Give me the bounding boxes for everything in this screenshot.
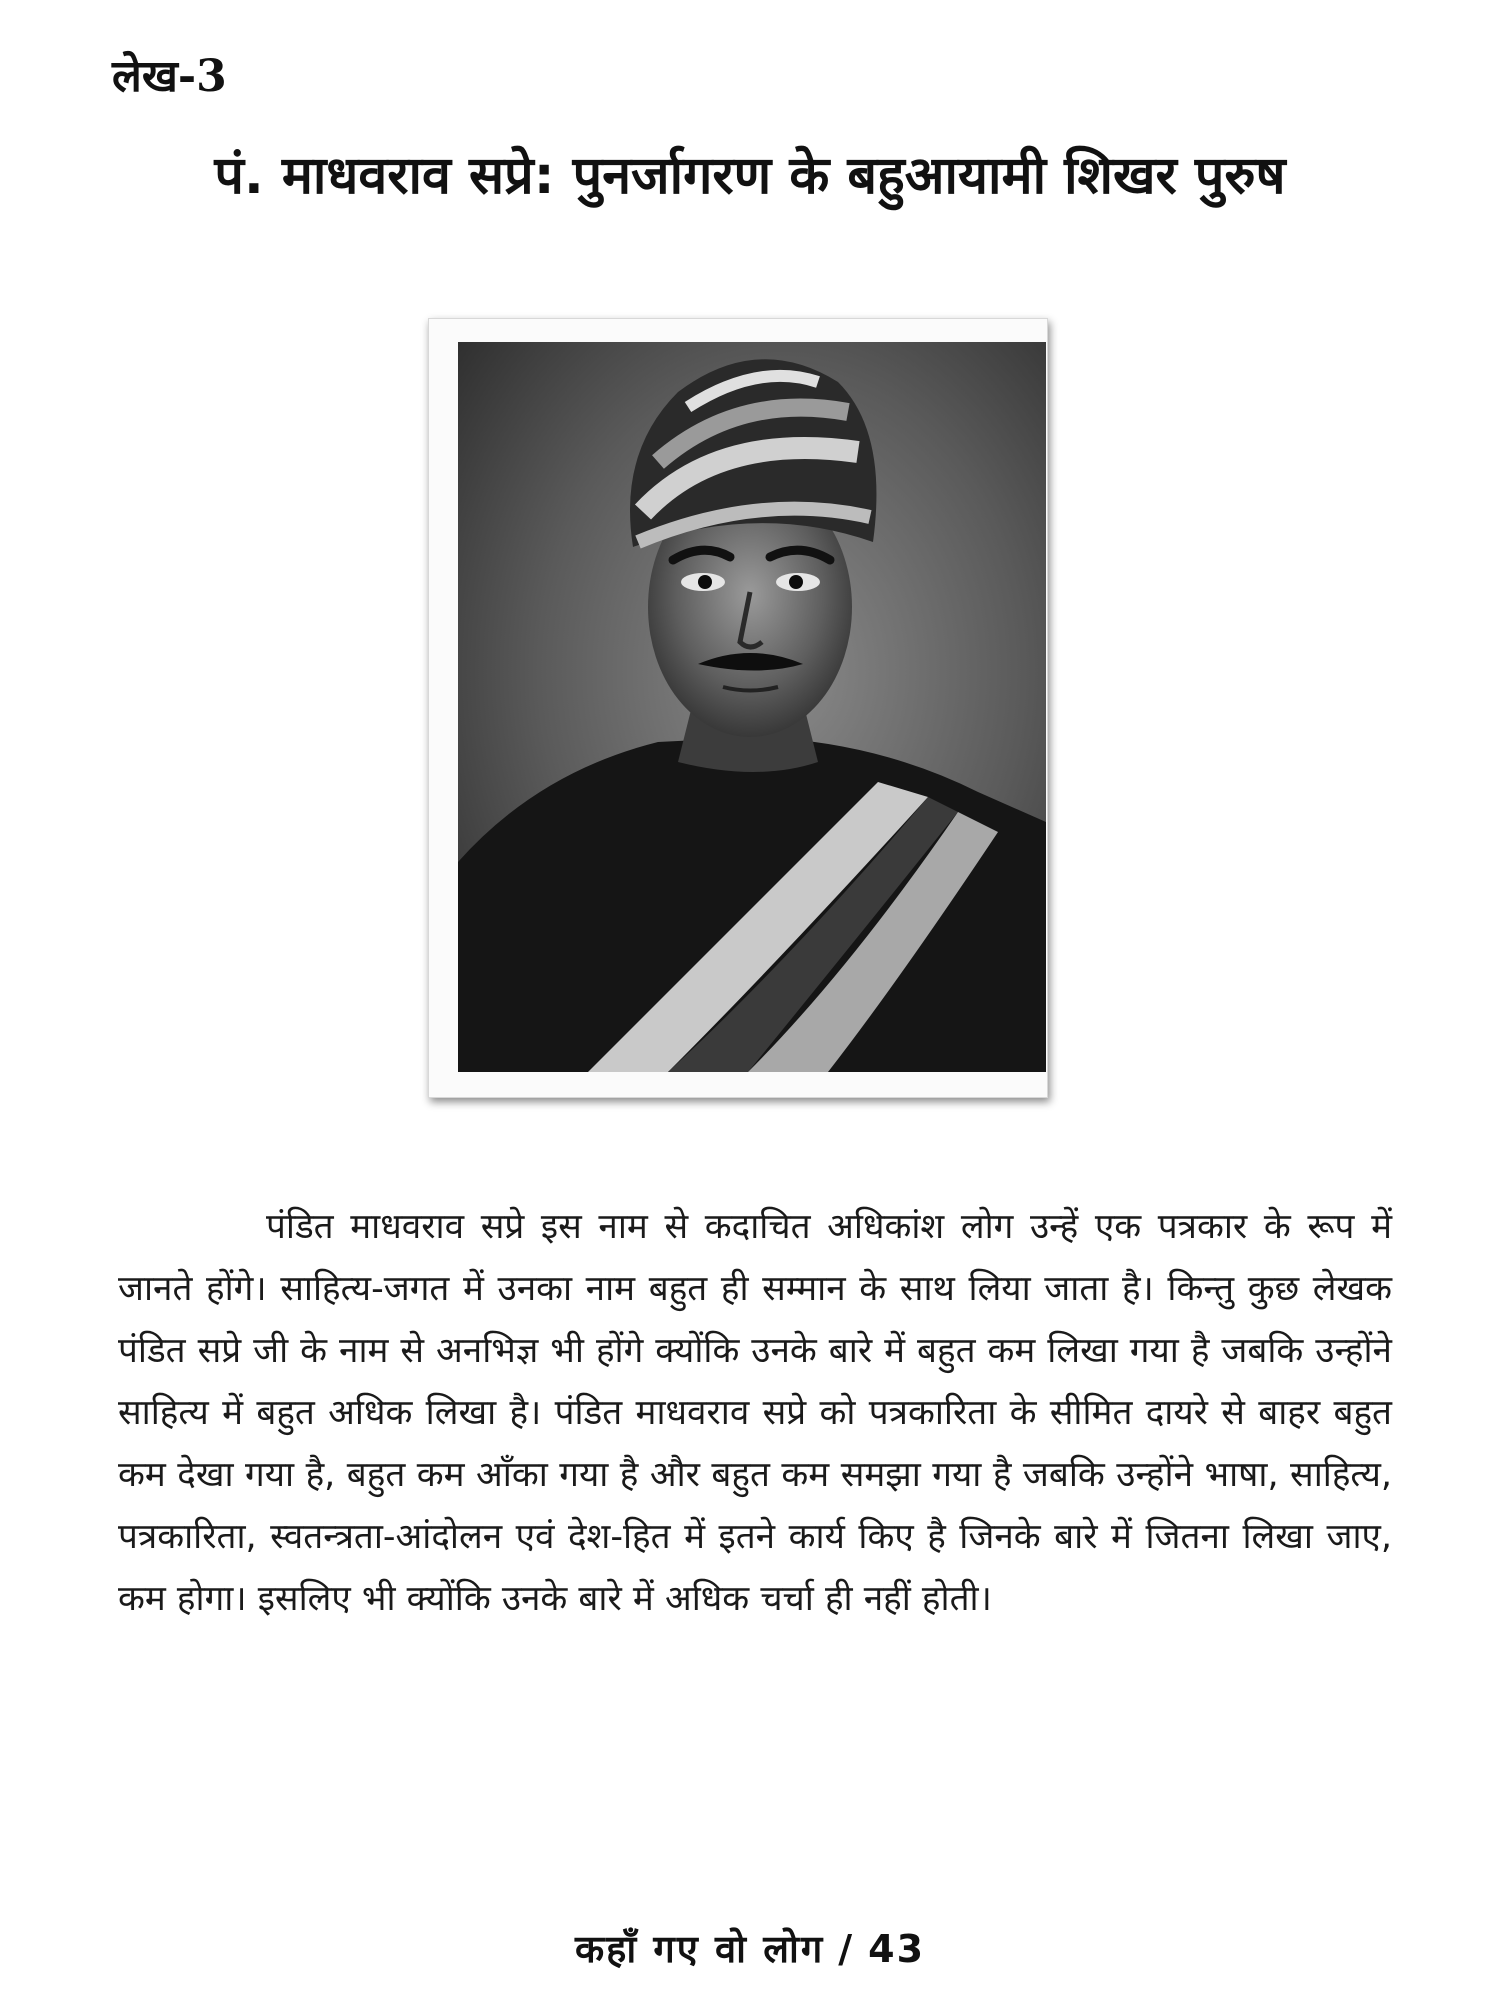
portrait-illustration: [458, 342, 1046, 1072]
page-title: पं. माधवराव सप्रे: पुनर्जागरण के बहुआयामी शिखर पुरुष: [214, 146, 1286, 206]
portrait-frame: [428, 318, 1048, 1098]
page-footer: [0, 1922, 1500, 1974]
chapter-label: लेख-3: [112, 51, 227, 102]
footer-separator: /: [838, 1927, 855, 1971]
body-paragraph: पंडित माधवराव सप्रे इस नाम से कदाचित अधिकांश लोग उन्हें एक पत्रकार के रूप में जानते होंगे। साहित्य-जगत में उनका नाम बहुत ही सम्मान के साथ लिया जाता है। किन्तु कुछ लेखक पंडित सप्रे जी के नाम से अनभिज्ञ भी होंगे क्योंकि उनके बारे में बहुत कम लिखा गया है जबकि उन्होंने साहित्य में बहुत अधिक लिखा है। पंडित माधवराव सप्रे को पत्रकारिता के सीमित दायरे से बाहर बहुत कम देखा गया है, बहुत कम आँका गया है और बहुत कम समझा गया है जबकि उन्होंने भाषा, साहित्य, पत्रकारिता, स्वतन्त्रता-आंदोलन एवं देश-हित में इतने कार्य किए है जिनके बारे में जितना लिखा जाए, कम होगा। इसलिए भी क्योंकि उनके बारे में अधिक चर्चा ही नहीं होती।: [118, 1207, 1392, 1619]
portrait-photo: [458, 342, 1046, 1072]
left-pupil: [698, 575, 712, 589]
footer-book-title: कहाँ गए वो लोग: [574, 1927, 825, 1971]
body-text: [118, 1196, 1392, 1630]
right-pupil: [789, 575, 803, 589]
page-number: 43: [868, 1927, 926, 1971]
